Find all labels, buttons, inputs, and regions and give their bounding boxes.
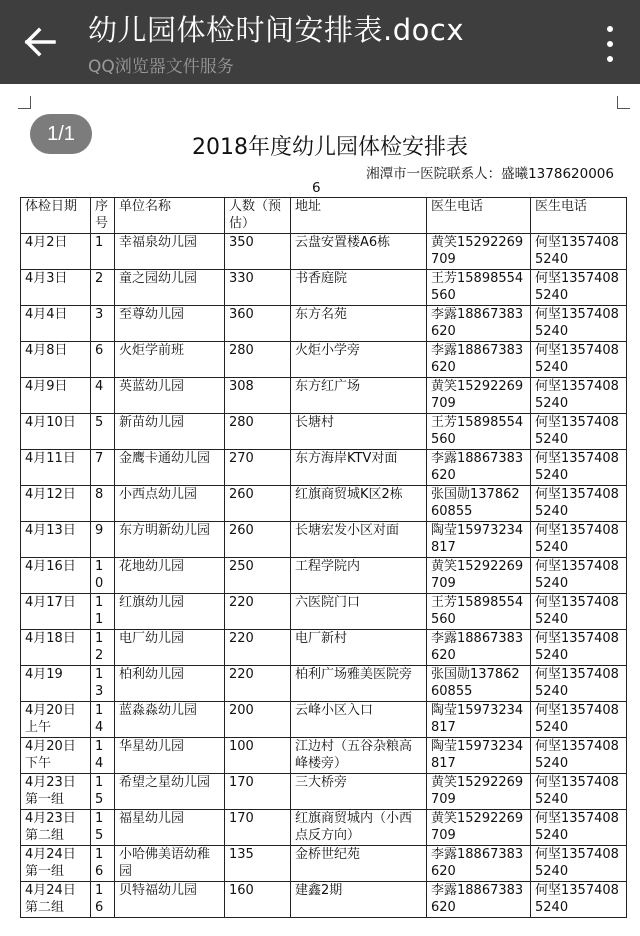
table-cell: 东方名苑 — [291, 306, 427, 342]
table-cell: 小哈佛美语幼稚园 — [115, 846, 225, 882]
table-cell: 170 — [225, 810, 291, 846]
table-cell: 柏利广场雅美医院旁 — [291, 666, 427, 702]
table-cell: 金鹰卡通幼儿园 — [115, 450, 225, 486]
table-cell: 4月9日 — [21, 378, 91, 414]
table-cell: 何坚13574085240 — [531, 882, 627, 918]
table-cell: 何坚13574085240 — [531, 486, 627, 522]
table-cell: 何坚13574085240 — [531, 630, 627, 666]
table-cell: 黄笑15292269709 — [427, 378, 531, 414]
table-cell: 王芳15898554560 — [427, 270, 531, 306]
table-cell: 何坚13574085240 — [531, 270, 627, 306]
table-row — [21, 486, 627, 522]
more-vertical-icon-dot — [607, 41, 613, 47]
table-cell: 160 — [225, 882, 291, 918]
table-cell: 至尊幼儿园 — [115, 306, 225, 342]
table-row — [21, 234, 627, 270]
table-cell: 陶莹15973234817 — [427, 738, 531, 774]
table-row — [21, 810, 627, 846]
table-cell: 黄笑15292269709 — [427, 558, 531, 594]
table-cell: 花地幼儿园 — [115, 558, 225, 594]
table-cell: 6 — [91, 342, 115, 378]
more-vertical-icon-dot — [607, 56, 613, 62]
document-page[interactable] — [0, 84, 640, 936]
table-cell: 280 — [225, 414, 291, 450]
table-cell: 16 — [91, 882, 115, 918]
window-title: 幼儿园体检时间安排表.docx — [88, 13, 464, 47]
table-cell: 长塘宏发小区对面 — [291, 522, 427, 558]
table-row — [21, 702, 627, 738]
table-cell: 建鑫2期 — [291, 882, 427, 918]
table-cell: 新苗幼儿园 — [115, 414, 225, 450]
table-cell: 希望之星幼儿园 — [115, 774, 225, 810]
table-cell: 贝特福幼儿园 — [115, 882, 225, 918]
table-cell: 280 — [225, 342, 291, 378]
table-row — [21, 558, 627, 594]
table-cell: 李露18867383620 — [427, 306, 531, 342]
table-cell: 云峰小区入口 — [291, 702, 427, 738]
table-row — [21, 414, 627, 450]
column-header: 单位名称 — [115, 198, 225, 234]
table-cell: 1 — [91, 234, 115, 270]
table-cell: 柏利幼儿园 — [115, 666, 225, 702]
column-header: 医生电话 — [427, 198, 531, 234]
table-cell: 10 — [91, 558, 115, 594]
table-cell: 4月4日 — [21, 306, 91, 342]
table-cell: 4月11日 — [21, 450, 91, 486]
app-bar — [0, 0, 640, 84]
table-cell: 何坚13574085240 — [531, 594, 627, 630]
table-cell: 三大桥旁 — [291, 774, 427, 810]
table-cell: 东方红广场 — [291, 378, 427, 414]
table-cell: 六医院门口 — [291, 594, 427, 630]
table-cell: 4月3日 — [21, 270, 91, 306]
table-cell: 8 — [91, 486, 115, 522]
table-cell: 360 — [225, 306, 291, 342]
table-cell: 250 — [225, 558, 291, 594]
table-cell: 书香庭院 — [291, 270, 427, 306]
table-cell: 东方明新幼儿园 — [115, 522, 225, 558]
table-cell: 260 — [225, 486, 291, 522]
table-row — [21, 450, 627, 486]
table-cell: 4月8日 — [21, 342, 91, 378]
table-cell: 陶莹15973234817 — [427, 702, 531, 738]
table-body — [21, 234, 627, 918]
crop-mark-top-right — [617, 96, 630, 109]
table-cell: 16 — [91, 846, 115, 882]
column-header: 体检日期 — [21, 198, 91, 234]
table-row — [21, 738, 627, 774]
table-cell: 黄笑15292269709 — [427, 774, 531, 810]
table-cell: 云盘安置楼A6栋 — [291, 234, 427, 270]
table-cell: 4月17日 — [21, 594, 91, 630]
table-cell: 15 — [91, 774, 115, 810]
table-cell: 11 — [91, 594, 115, 630]
table-cell: 李露18867383620 — [427, 342, 531, 378]
table-cell: 王芳15898554560 — [427, 414, 531, 450]
table-cell: 东方海岸KTV对面 — [291, 450, 427, 486]
table-cell: 4月19 — [21, 666, 91, 702]
table-cell: 张国勋13786260855 — [427, 666, 531, 702]
table-cell: 4月12日 — [21, 486, 91, 522]
table-cell: 电厂新村 — [291, 630, 427, 666]
schedule-table — [20, 197, 627, 918]
table-cell: 220 — [225, 594, 291, 630]
table-cell: 何坚13574085240 — [531, 810, 627, 846]
table-cell: 200 — [225, 702, 291, 738]
table-row — [21, 306, 627, 342]
table-row — [21, 594, 627, 630]
page-indicator: 1/1 — [30, 114, 92, 154]
table-cell: 12 — [91, 630, 115, 666]
table-cell: 何坚13574085240 — [531, 378, 627, 414]
table-cell: 红旗幼儿园 — [115, 594, 225, 630]
document-title: 2018年度幼儿园体检安排表 — [192, 135, 468, 160]
table-cell: 350 — [225, 234, 291, 270]
table-cell: 江边村（五谷杂粮高峰楼旁） — [291, 738, 427, 774]
table-cell: 小西点幼儿园 — [115, 486, 225, 522]
column-header: 人数（预估） — [225, 198, 291, 234]
table-row — [21, 846, 627, 882]
table-row — [21, 882, 627, 918]
table-cell: 何坚13574085240 — [531, 414, 627, 450]
table-cell: 4月2日 — [21, 234, 91, 270]
table-cell: 220 — [225, 666, 291, 702]
table-cell: 电厂幼儿园 — [115, 630, 225, 666]
table-row — [21, 378, 627, 414]
table-cell: 何坚13574085240 — [531, 738, 627, 774]
table-cell: 何坚13574085240 — [531, 702, 627, 738]
table-header-row — [21, 198, 627, 234]
table-row — [21, 630, 627, 666]
back-button[interactable] — [14, 18, 66, 66]
table-cell: 2 — [91, 270, 115, 306]
table-cell: 李露18867383620 — [427, 630, 531, 666]
table-cell: 金桥世纪苑 — [291, 846, 427, 882]
table-cell: 260 — [225, 522, 291, 558]
table-cell: 李露18867383620 — [427, 846, 531, 882]
column-header: 地址 — [291, 198, 427, 234]
table-cell: 135 — [225, 846, 291, 882]
table-cell: 14 — [91, 702, 115, 738]
table-cell: 张国勋13786260855 — [427, 486, 531, 522]
table-cell: 工程学院内 — [291, 558, 427, 594]
crop-mark-top-left — [18, 96, 31, 109]
arrow-left-icon — [24, 27, 56, 57]
table-cell: 王芳15898554560 — [427, 594, 531, 630]
table-cell: 3 — [91, 306, 115, 342]
table-cell: 4月24日第一组 — [21, 846, 91, 882]
contact-line-wrap: 6 — [312, 180, 321, 196]
table-cell: 7 — [91, 450, 115, 486]
table-cell: 220 — [225, 630, 291, 666]
table-cell: 4 — [91, 378, 115, 414]
table-cell: 李露18867383620 — [427, 450, 531, 486]
table-cell: 火炬学前班 — [115, 342, 225, 378]
more-menu-button[interactable] — [600, 22, 620, 66]
table-cell: 14 — [91, 738, 115, 774]
table-cell: 170 — [225, 774, 291, 810]
table-cell: 15 — [91, 810, 115, 846]
table-cell: 黄笑15292269709 — [427, 234, 531, 270]
table-row — [21, 522, 627, 558]
table-cell: 英蓝幼儿园 — [115, 378, 225, 414]
table-cell: 4月23日第二组 — [21, 810, 91, 846]
table-cell: 华星幼儿园 — [115, 738, 225, 774]
contact-line: 湘潭市一医院联系人：盛曦1378620006 — [366, 166, 614, 182]
table-cell: 幸福泉幼儿园 — [115, 234, 225, 270]
table-cell: 红旗商贸城K区2栋 — [291, 486, 427, 522]
table-cell: 何坚13574085240 — [531, 666, 627, 702]
table-cell: 何坚13574085240 — [531, 342, 627, 378]
table-cell: 4月20日下午 — [21, 738, 91, 774]
table-cell: 长塘村 — [291, 414, 427, 450]
table-cell: 13 — [91, 666, 115, 702]
table-cell: 火炬小学旁 — [291, 342, 427, 378]
more-vertical-icon — [607, 26, 613, 32]
table-cell: 童之园幼儿园 — [115, 270, 225, 306]
table-cell: 308 — [225, 378, 291, 414]
table-cell: 何坚13574085240 — [531, 558, 627, 594]
table-cell: 陶莹15973234817 — [427, 522, 531, 558]
table-cell: 何坚13574085240 — [531, 522, 627, 558]
table-cell: 4月16日 — [21, 558, 91, 594]
table-cell: 李露18867383620 — [427, 882, 531, 918]
table-cell: 何坚13574085240 — [531, 774, 627, 810]
table-cell: 100 — [225, 738, 291, 774]
table-cell: 4月18日 — [21, 630, 91, 666]
column-header: 医生电话 — [531, 198, 627, 234]
table-cell: 蓝淼淼幼儿园 — [115, 702, 225, 738]
column-header: 序号 — [91, 198, 115, 234]
table-row — [21, 666, 627, 702]
table-cell: 5 — [91, 414, 115, 450]
table-cell: 何坚13574085240 — [531, 846, 627, 882]
table-cell: 何坚13574085240 — [531, 306, 627, 342]
window-subtitle: QQ浏览器文件服务 — [88, 57, 234, 77]
table-row — [21, 342, 627, 378]
table-cell: 4月10日 — [21, 414, 91, 450]
table-cell: 黄笑15292269709 — [427, 810, 531, 846]
table-cell: 福星幼儿园 — [115, 810, 225, 846]
table-cell: 4月20日上午 — [21, 702, 91, 738]
table-cell: 330 — [225, 270, 291, 306]
table-cell: 何坚13574085240 — [531, 234, 627, 270]
table-cell: 270 — [225, 450, 291, 486]
table-row — [21, 270, 627, 306]
table-cell: 4月23日第一组 — [21, 774, 91, 810]
table-row — [21, 774, 627, 810]
table-cell: 红旗商贸城内（小西点反方向） — [291, 810, 427, 846]
table-cell: 何坚13574085240 — [531, 450, 627, 486]
table-cell: 9 — [91, 522, 115, 558]
table-cell: 4月24日第二组 — [21, 882, 91, 918]
table-cell: 4月13日 — [21, 522, 91, 558]
